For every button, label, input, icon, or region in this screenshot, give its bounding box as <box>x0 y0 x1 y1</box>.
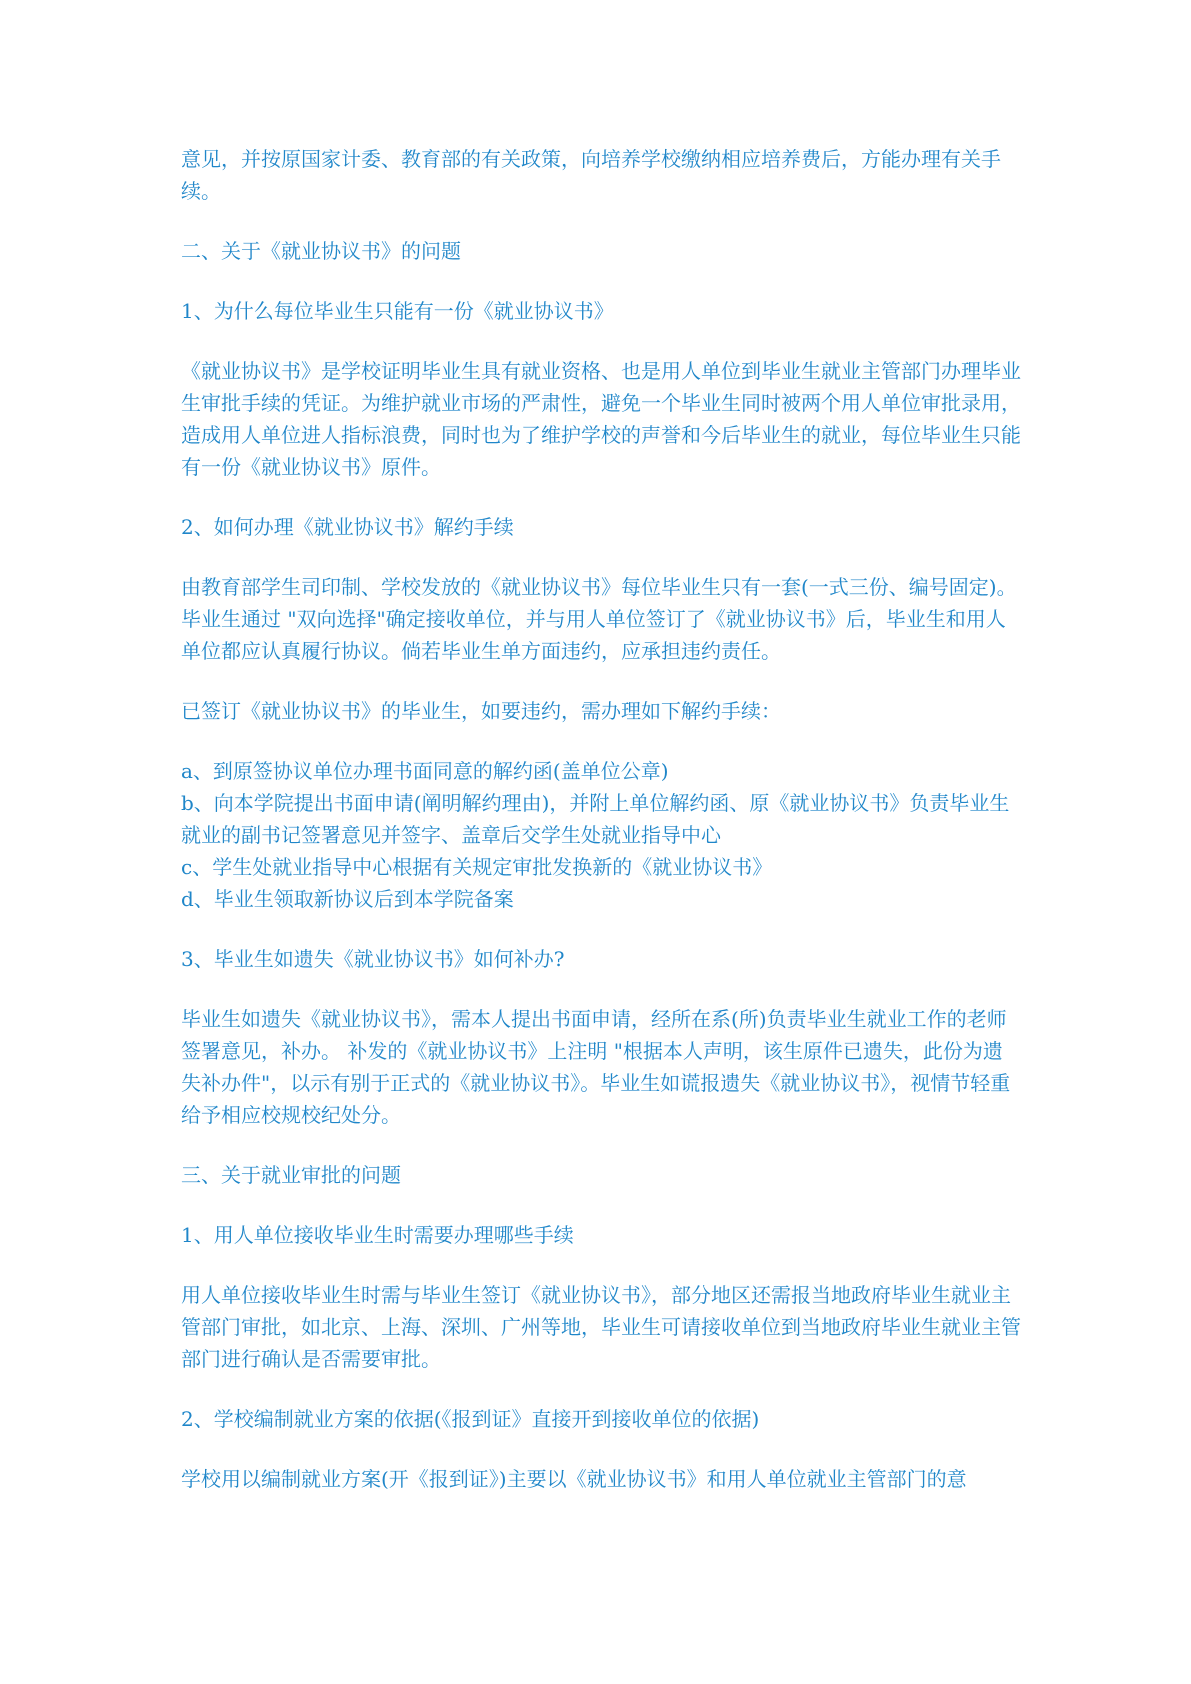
paragraph-continued-opinion: 意见，并按原国家计委、教育部的有关政策，向培养学校缴纳相应培养费后，方能办理有关手续。 <box>181 147 1001 203</box>
paragraph-one-copy-reason: 《就业协议书》是学校证明毕业生具有就业资格、也是用人单位到毕业生就业主管部门办理毕业生审批手续的凭证。为维护就业市场的严肃性，避免一个毕业生同时被两个用人单位审批录用，造成用人单位进人指标浪费，同时也为了维护学校的声誉和今后毕业生的就业，每位毕业生只能有一份《就业协议书》原件。 <box>181 359 1021 479</box>
question-heading-lost-agreement: 3、毕业生如遗失《就业协议书》如何补办? <box>181 947 565 971</box>
document-body <box>181 143 1021 1495</box>
paragraph-plan-basis: 学校用以编制就业方案(开《报到证》)主要以《就业协议书》和用人单位就业主管部门的意 <box>181 1467 967 1491</box>
list-item: d、毕业生领取新协议后到本学院备案 <box>181 887 514 911</box>
paragraph-lost-agreement: 毕业生如遗失《就业协议书》，需本人提出书面申请，经所在系(所)负责毕业生就业工作的老师签署意见，补办。 补发的《就业协议书》上注明 "根据本人声明，该生原件已遗失，此份为遗失补办件"，以示有别于正式的《就业协议书》。毕业生如谎报遗失《就业协议书》，视情节轻重给予相应校规校纪处分。 <box>181 1007 1011 1127</box>
cancellation-steps-list <box>181 755 1021 915</box>
section-heading-agreement: 二、关于《就业协议书》的问题 <box>181 239 461 263</box>
question-heading-employer-procedures: 1、用人单位接收毕业生时需要办理哪些手续 <box>181 1223 574 1247</box>
question-heading-cancellation: 2、如何办理《就业协议书》解约手续 <box>181 515 514 539</box>
question-heading-plan-basis: 2、学校编制就业方案的依据(《报到证》直接开到接收单位的依据) <box>181 1407 760 1431</box>
paragraph-agreement-issuance: 由教育部学生司印制、学校发放的《就业协议书》每位毕业生只有一套(一式三份、编号固定)。毕业生通过 "双向选择"确定接收单位，并与用人单位签订了《就业协议书》后，毕业生和用人单位都应认真履行协议。倘若毕业生单方面违约，应承担违约责任。 <box>181 575 1017 663</box>
list-item: b、向本学院提出书面申请(阐明解约理由)，并附上单位解约函、原《就业协议书》负责毕业生就业的副书记签署意见并签字、盖章后交学生处就业指导中心 <box>181 791 1010 847</box>
list-item: a、到原签协议单位办理书面同意的解约函(盖单位公章) <box>181 759 669 783</box>
question-heading-one-copy: 1、为什么每位毕业生只能有一份《就业协议书》 <box>181 299 614 323</box>
paragraph-employer-procedures: 用人单位接收毕业生时需与毕业生签订《就业协议书》，部分地区还需报当地政府毕业生就业主管部门审批，如北京、上海、深圳、广州等地，毕业生可请接收单位到当地政府毕业生就业主管部门进行确认是否需要审批。 <box>181 1283 1021 1371</box>
paragraph-cancellation-intro: 已签订《就业协议书》的毕业生，如要违约，需办理如下解约手续： <box>181 699 781 723</box>
section-heading-approval: 三、关于就业审批的问题 <box>181 1163 401 1187</box>
list-item: c、学生处就业指导中心根据有关规定审批发换新的《就业协议书》 <box>181 855 773 879</box>
